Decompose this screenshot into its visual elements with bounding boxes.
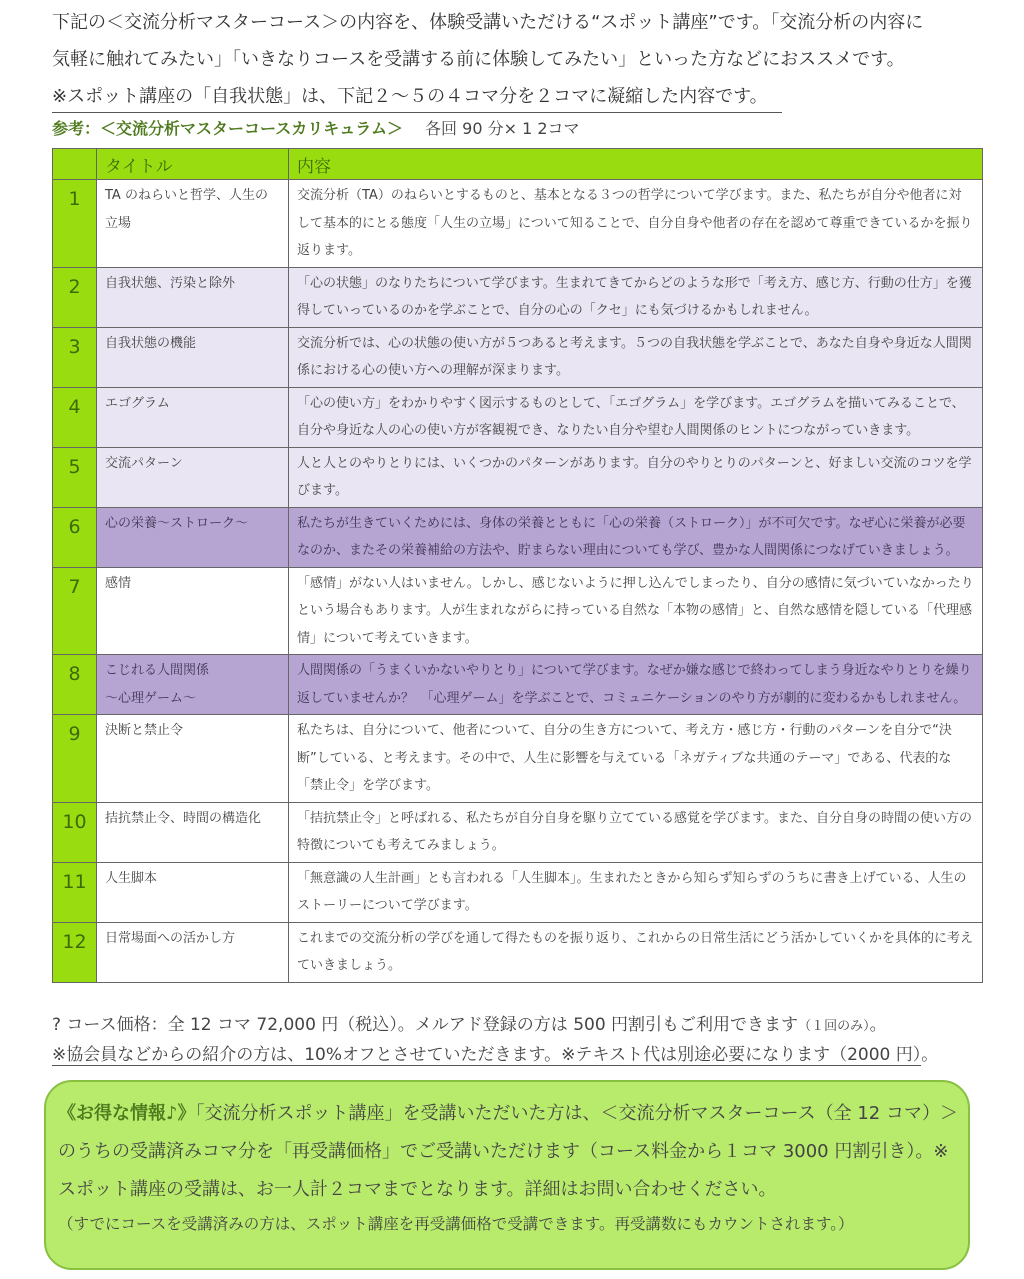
row-title: 自我状態の機能 — [97, 327, 289, 387]
curriculum-reference — [52, 117, 580, 141]
price-line-2 — [52, 1041, 1012, 1069]
row-content: 交流分析では、心の状態の使い方が５つあると考えます。５つの自我状態を学ぶことで、あなた自身や身近な人間関係における心の使い方への理解が深まります。 — [289, 327, 983, 387]
row-title: 人生脚本 — [97, 862, 289, 922]
intro-text — [52, 4, 1002, 115]
price-once-note: （１回のみ） — [798, 1019, 870, 1034]
header-content: 内容 — [289, 149, 983, 180]
row-content: 人間関係の「うまくいかないやりとり」について学びます。なぜか嫌な感じで終わってしまう身近なやりとりを繰り返していませんか？ 「心理ゲーム」を学ぶことで、コミュニケーションのやり方が劇的に変わるかもしれません。 — [289, 655, 983, 715]
row-title: 感情 — [97, 567, 289, 655]
header-title: タイトル — [97, 149, 289, 180]
course-price: ? コース価格：全 12 コマ 72,000 円（税込）。メルアド登録の方は 500 円割引もご利用できます — [52, 1015, 799, 1035]
row-content: 「拮抗禁止令」と呼ばれる、私たちが自分自身を駆り立てている感覚を学びます。また、自分自身の時間の使い方の特徴についても考えてみましょう。 — [289, 802, 983, 862]
row-number: 12 — [53, 922, 97, 982]
price-line-1-end: 。 — [869, 1015, 887, 1035]
row-title: 自我状態、汚染と除外 — [97, 267, 289, 327]
row-number: 5 — [53, 447, 97, 507]
table-row — [53, 922, 983, 982]
price-line-2-end: 。 — [921, 1045, 939, 1065]
row-content: 人と人とのやりとりには、いくつかのパターンがあります。自分のやりとりのパターンと、好ましい交流のコツを学びます。 — [289, 447, 983, 507]
price-line-1 — [52, 1011, 1012, 1041]
row-title: TA のねらいと哲学、人生の立場 — [97, 180, 289, 268]
row-number: 3 — [53, 327, 97, 387]
table-row — [53, 387, 983, 447]
referral-discount: ※協会員などからの紹介の方は、10%オフとさせていただきます。 — [52, 1045, 562, 1065]
row-title: 拮抗禁止令、時間の構造化 — [97, 802, 289, 862]
row-content: 「心の状態」のなりたちについて学びます。生まれてきてからどのような形で「考え方、感じ方、行動の仕方」を獲得していっているのかを学ぶことで、自分の心の「クセ」にも気づけるかもしれません。 — [289, 267, 983, 327]
intro-line-2: 気軽に触れてみたい」「いきなりコースを受講する前に体験してみたい」といった方などにおススメです。 — [52, 49, 905, 70]
table-row — [53, 180, 983, 268]
textbook-fee: ※テキスト代は別途必要になります（2000 円） — [561, 1045, 922, 1065]
row-number: 9 — [53, 715, 97, 803]
curriculum-table — [52, 148, 983, 983]
row-content: 「心の使い方」をわかりやすく図示するものとして、「エゴグラム」を学びます。エゴグラムを描いてみることで、自分や身近な人の心の使い方が客観視でき、なりたい自分や望む人間関係のヒントにつながっていきます。 — [289, 387, 983, 447]
deal-info-box — [44, 1080, 970, 1270]
row-content: 「感情」がない人はいません。しかし、感じないように押し込んでしまったり、自分の感情に気づいていなかったりという場合もあります。人が生まれながらに持っている自然な「本物の感情」と、自然な感情を隠している「代理感情」について考えていきます。 — [289, 567, 983, 655]
table-row — [53, 327, 983, 387]
row-content: これまでの交流分析の学びを通して得たものを振り返り、これからの日常生活にどう活かしていくかを具体的に考えていきましょう。 — [289, 922, 983, 982]
row-number: 2 — [53, 267, 97, 327]
row-content: 「無意識の人生計画」とも言われる「人生脚本」。生まれたときから知らず知らずのうちに書き上げている、人生のストーリーについて学びます。 — [289, 862, 983, 922]
row-content: 私たちが生きていくためには、身体の栄養とともに「心の栄養（ストローク）」が不可欠です。なぜ心に栄養が必要なのか、またその栄養補給の方法や、貯まらない理由についても学び、豊かな人間関係につなげていきましょう。 — [289, 507, 983, 567]
table-row — [53, 862, 983, 922]
row-content: 交流分析（TA）のねらいとするものと、基本となる３つの哲学について学びます。また、私たちが自分や他者に対して基本的にとる態度「人生の立場」について知ることで、自分自身や他者の存在を認めて尊重できているかを振り返ります。 — [289, 180, 983, 268]
row-title: 決断と禁止令 — [97, 715, 289, 803]
intro-line-1: 下記の＜交流分析マスターコース＞の内容を、体験受講いただける“スポット講座”です。「交流分析の内容に — [52, 12, 924, 33]
row-title: 日常場面への活かし方 — [97, 922, 289, 982]
deal-subnote: （すでにコースを受講済みの方は、スポット講座を再受講価格で受講できます。再受講数にもカウントされます。） — [58, 1215, 854, 1233]
table-row — [53, 802, 983, 862]
row-number: 6 — [53, 507, 97, 567]
row-number: 11 — [53, 862, 97, 922]
curriculum-note: 各回 90 分× 1 2コマ — [425, 119, 580, 138]
intro-line-3: ※スポット講座の「自我状態」は、下記２～５の４コマ分を２コマに凝縮した内容です。 — [52, 82, 782, 113]
deal-heading: 《お得な情報♪》 — [58, 1103, 196, 1124]
row-number: 7 — [53, 567, 97, 655]
row-title: 交流パターン — [97, 447, 289, 507]
row-number: 4 — [53, 387, 97, 447]
table-row — [53, 655, 983, 715]
row-number: 8 — [53, 655, 97, 715]
row-title: 心の栄養～ストローク～ — [97, 507, 289, 567]
row-title-sub: ～心理ゲーム～ — [105, 690, 197, 706]
table-row — [53, 715, 983, 803]
curriculum-heading: 参考：＜交流分析マスターコースカリキュラム＞ — [52, 119, 404, 138]
price-info — [52, 1011, 1012, 1069]
table-row — [53, 267, 983, 327]
row-title-cell — [97, 655, 289, 715]
row-number: 1 — [53, 180, 97, 268]
table-header-row — [53, 149, 983, 180]
row-number: 10 — [53, 802, 97, 862]
row-content: 私たちは、自分について、他者について、自分の生き方について、考え方・感じ方・行動のパターンを自分で“決断”している、と考えます。その中で、人生に影響を与えている「ネガティブな共通のテーマ」である、代表的な「禁止令」を学びます。 — [289, 715, 983, 803]
table-row — [53, 447, 983, 507]
deal-body: 「交流分析スポット講座」を受講いただいた方は、＜交流分析マスターコース（全 12 コマ）＞のうちの受講済みコマ分を「再受講価格」でご受講いただけます（コース料金から１コマ 3000 円割引き）。※スポット講座の受講は、お一人計２コマまでとなります。詳細はお問い合わせください。 — [58, 1103, 958, 1200]
table-row — [53, 567, 983, 655]
table-row — [53, 507, 983, 567]
header-number — [53, 149, 97, 180]
row-title: こじれる人間関係 — [105, 663, 210, 678]
row-title: エゴグラム — [97, 387, 289, 447]
